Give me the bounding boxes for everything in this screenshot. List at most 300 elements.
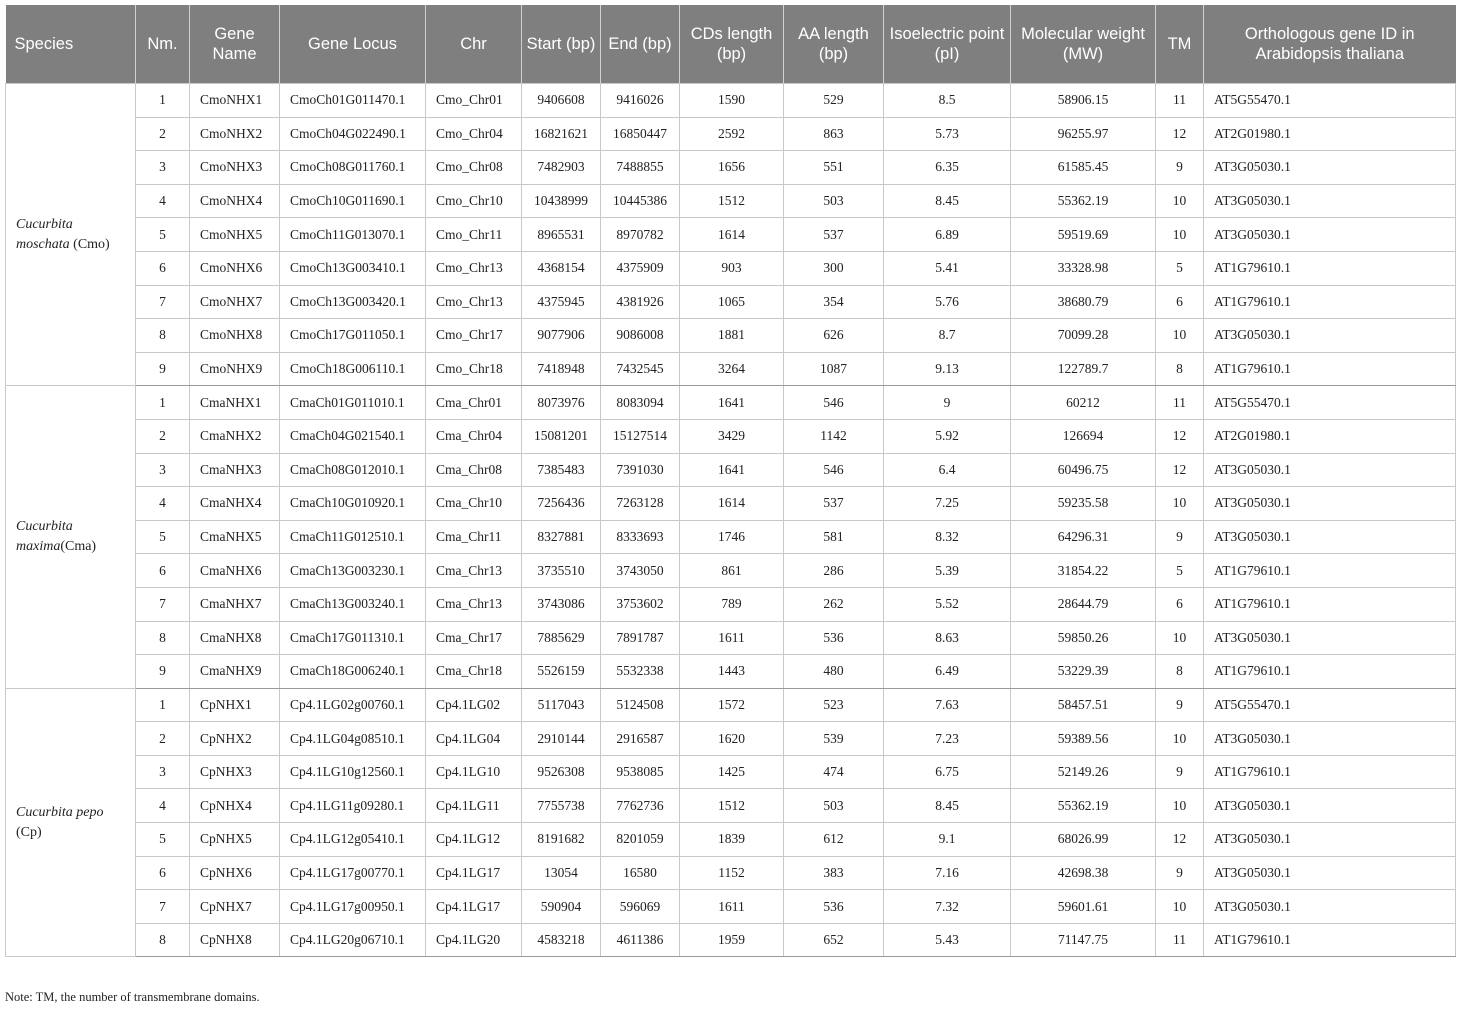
cell-tm: 9	[1156, 151, 1204, 185]
cell-number: 9	[136, 352, 190, 386]
cell-aa-length: 537	[784, 218, 884, 252]
cell-chr: Cmo_Chr13	[426, 251, 522, 285]
cell-isoelectric-point: 8.7	[884, 319, 1011, 353]
cell-chr: Cma_Chr17	[426, 621, 522, 655]
cell-gene-locus: Cp4.1LG17g00770.1	[280, 856, 426, 890]
cell-chr: Cp4.1LG10	[426, 755, 522, 789]
cell-ortholog: AT1G79610.1	[1204, 251, 1456, 285]
cell-number: 2	[136, 722, 190, 756]
cell-start: 8327881	[522, 520, 601, 554]
cell-isoelectric-point: 5.39	[884, 554, 1011, 588]
cell-chr: Cma_Chr08	[426, 453, 522, 487]
cell-start: 8191682	[522, 823, 601, 857]
cell-molecular-weight: 31854.22	[1011, 554, 1156, 588]
cell-molecular-weight: 122789.7	[1011, 352, 1156, 386]
table-row	[6, 722, 1456, 756]
cell-cds-length: 3429	[680, 419, 784, 453]
cell-cds-length: 789	[680, 587, 784, 621]
cell-isoelectric-point: 7.16	[884, 856, 1011, 890]
cell-ortholog: AT3G05030.1	[1204, 789, 1456, 823]
cell-start: 7482903	[522, 151, 601, 185]
cell-chr: Cp4.1LG04	[426, 722, 522, 756]
cell-number: 1	[136, 386, 190, 420]
cell-isoelectric-point: 6.49	[884, 655, 1011, 689]
cell-cds-length: 1614	[680, 487, 784, 521]
cell-molecular-weight: 60212	[1011, 386, 1156, 420]
cell-gene-locus: CmoCh17G011050.1	[280, 319, 426, 353]
cell-cds-length: 903	[680, 251, 784, 285]
cell-gene-locus: Cp4.1LG04g08510.1	[280, 722, 426, 756]
cell-aa-length: 652	[784, 923, 884, 957]
cell-end: 3743050	[601, 554, 680, 588]
cell-aa-length: 536	[784, 890, 884, 924]
cell-ortholog: AT3G05030.1	[1204, 487, 1456, 521]
cell-aa-length: 262	[784, 587, 884, 621]
cell-start: 4368154	[522, 251, 601, 285]
cell-tm: 11	[1156, 386, 1204, 420]
cell-end: 4375909	[601, 251, 680, 285]
table-row	[6, 856, 1456, 890]
cell-isoelectric-point: 9.13	[884, 352, 1011, 386]
cell-ortholog: AT1G79610.1	[1204, 352, 1456, 386]
cell-gene-name: CmaNHX8	[190, 621, 280, 655]
cell-tm: 8	[1156, 352, 1204, 386]
cell-aa-length: 546	[784, 386, 884, 420]
cell-isoelectric-point: 7.25	[884, 487, 1011, 521]
cell-start: 2910144	[522, 722, 601, 756]
cell-number: 2	[136, 419, 190, 453]
cell-molecular-weight: 70099.28	[1011, 319, 1156, 353]
table-row	[6, 285, 1456, 319]
cell-molecular-weight: 61585.45	[1011, 151, 1156, 185]
cell-isoelectric-point: 8.45	[884, 184, 1011, 218]
col-header-gene-name: Gene Name	[190, 5, 280, 84]
cell-number: 8	[136, 319, 190, 353]
cell-end: 5124508	[601, 688, 680, 722]
cell-start: 9406608	[522, 84, 601, 118]
cell-molecular-weight: 42698.38	[1011, 856, 1156, 890]
cell-start: 9077906	[522, 319, 601, 353]
cell-gene-name: CmoNHX9	[190, 352, 280, 386]
cell-tm: 8	[1156, 655, 1204, 689]
cell-aa-length: 480	[784, 655, 884, 689]
cell-gene-name: CpNHX4	[190, 789, 280, 823]
cell-isoelectric-point: 8.63	[884, 621, 1011, 655]
cell-tm: 10	[1156, 789, 1204, 823]
cell-end: 7891787	[601, 621, 680, 655]
gene-table	[5, 5, 1456, 957]
cell-gene-locus: Cp4.1LG02g00760.1	[280, 688, 426, 722]
cell-number: 8	[136, 923, 190, 957]
cell-molecular-weight: 96255.97	[1011, 117, 1156, 151]
cell-start: 5526159	[522, 655, 601, 689]
cell-tm: 12	[1156, 823, 1204, 857]
cell-isoelectric-point: 5.52	[884, 587, 1011, 621]
col-header-gene-locus: Gene Locus	[280, 5, 426, 84]
cell-end: 9086008	[601, 319, 680, 353]
cell-end: 8333693	[601, 520, 680, 554]
cell-molecular-weight: 58906.15	[1011, 84, 1156, 118]
table-row	[6, 621, 1456, 655]
cell-start: 3743086	[522, 587, 601, 621]
cell-cds-length: 1656	[680, 151, 784, 185]
cell-gene-locus: CmoCh13G003410.1	[280, 251, 426, 285]
cell-cds-length: 1572	[680, 688, 784, 722]
cell-gene-name: CmoNHX4	[190, 184, 280, 218]
table-row	[6, 218, 1456, 252]
cell-aa-length: 537	[784, 487, 884, 521]
cell-gene-name: CmoNHX6	[190, 251, 280, 285]
table-note: Note: TM, the number of transmembrane domains.	[5, 990, 260, 1004]
cell-ortholog: AT2G01980.1	[1204, 117, 1456, 151]
cell-isoelectric-point: 6.75	[884, 755, 1011, 789]
cell-cds-length: 2592	[680, 117, 784, 151]
col-header-species: Species	[6, 5, 136, 84]
cell-start: 4583218	[522, 923, 601, 957]
cell-gene-name: CmoNHX2	[190, 117, 280, 151]
cell-chr: Cma_Chr18	[426, 655, 522, 689]
cell-cds-length: 1512	[680, 789, 784, 823]
cell-cds-length: 1611	[680, 621, 784, 655]
cell-start: 7256436	[522, 487, 601, 521]
cell-end: 9416026	[601, 84, 680, 118]
cell-end: 2916587	[601, 722, 680, 756]
cell-number: 7	[136, 890, 190, 924]
cell-chr: Cma_Chr13	[426, 587, 522, 621]
cell-ortholog: AT3G05030.1	[1204, 520, 1456, 554]
cell-gene-locus: Cp4.1LG12g05410.1	[280, 823, 426, 857]
cell-tm: 11	[1156, 84, 1204, 118]
cell-chr: Cmo_Chr04	[426, 117, 522, 151]
cell-tm: 10	[1156, 319, 1204, 353]
cell-number: 8	[136, 621, 190, 655]
cell-chr: Cmo_Chr08	[426, 151, 522, 185]
cell-isoelectric-point: 5.41	[884, 251, 1011, 285]
cell-gene-locus: CmaCh13G003240.1	[280, 587, 426, 621]
cell-molecular-weight: 33328.98	[1011, 251, 1156, 285]
cell-start: 8965531	[522, 218, 601, 252]
table-row	[6, 923, 1456, 957]
cell-start: 16821621	[522, 117, 601, 151]
table-row	[6, 823, 1456, 857]
table-row	[6, 755, 1456, 789]
cell-chr: Cp4.1LG20	[426, 923, 522, 957]
table-row	[6, 319, 1456, 353]
cell-aa-length: 539	[784, 722, 884, 756]
cell-number: 4	[136, 487, 190, 521]
cell-isoelectric-point: 5.73	[884, 117, 1011, 151]
cell-aa-length: 1142	[784, 419, 884, 453]
cell-cds-length: 1152	[680, 856, 784, 890]
cell-gene-locus: CmaCh01G011010.1	[280, 386, 426, 420]
cell-gene-name: CmaNHX7	[190, 587, 280, 621]
cell-ortholog: AT3G05030.1	[1204, 151, 1456, 185]
cell-cds-length: 1512	[680, 184, 784, 218]
cell-gene-locus: CmaCh10G010920.1	[280, 487, 426, 521]
cell-gene-locus: CmaCh11G012510.1	[280, 520, 426, 554]
cell-molecular-weight: 59389.56	[1011, 722, 1156, 756]
cell-isoelectric-point: 8.45	[884, 789, 1011, 823]
cell-tm: 5	[1156, 251, 1204, 285]
cell-isoelectric-point: 5.76	[884, 285, 1011, 319]
species-cell	[6, 386, 136, 688]
cell-tm: 9	[1156, 688, 1204, 722]
cell-gene-name: CpNHX5	[190, 823, 280, 857]
cell-tm: 12	[1156, 419, 1204, 453]
cell-tm: 9	[1156, 856, 1204, 890]
cell-gene-name: CmaNHX6	[190, 554, 280, 588]
cell-cds-length: 1620	[680, 722, 784, 756]
cell-isoelectric-point: 6.35	[884, 151, 1011, 185]
cell-isoelectric-point: 9	[884, 386, 1011, 420]
cell-molecular-weight: 55362.19	[1011, 789, 1156, 823]
species-abbreviation: (Cp)	[16, 824, 42, 840]
cell-end: 5532338	[601, 655, 680, 689]
cell-cds-length: 1881	[680, 319, 784, 353]
cell-chr: Cmo_Chr17	[426, 319, 522, 353]
cell-isoelectric-point: 6.4	[884, 453, 1011, 487]
cell-gene-name: CmoNHX1	[190, 84, 280, 118]
cell-start: 7755738	[522, 789, 601, 823]
cell-end: 4381926	[601, 285, 680, 319]
table-row	[6, 151, 1456, 185]
cell-gene-name: CmaNHX5	[190, 520, 280, 554]
cell-end: 15127514	[601, 419, 680, 453]
col-header-chr: Chr	[426, 5, 522, 84]
cell-gene-name: CmaNHX1	[190, 386, 280, 420]
cell-cds-length: 1959	[680, 923, 784, 957]
cell-number: 4	[136, 184, 190, 218]
cell-ortholog: AT3G05030.1	[1204, 453, 1456, 487]
cell-molecular-weight: 52149.26	[1011, 755, 1156, 789]
cell-molecular-weight: 55362.19	[1011, 184, 1156, 218]
cell-end: 9538085	[601, 755, 680, 789]
species-cell	[6, 688, 136, 957]
cell-aa-length: 1087	[784, 352, 884, 386]
cell-end: 7488855	[601, 151, 680, 185]
cell-aa-length: 354	[784, 285, 884, 319]
cell-gene-locus: Cp4.1LG10g12560.1	[280, 755, 426, 789]
cell-chr: Cp4.1LG12	[426, 823, 522, 857]
cell-number: 3	[136, 453, 190, 487]
col-header-ortholog: Orthologous gene ID in Arabidopsis thaliana	[1204, 5, 1456, 84]
cell-gene-locus: CmaCh17G011310.1	[280, 621, 426, 655]
table-row	[6, 520, 1456, 554]
table-row	[6, 487, 1456, 521]
table-row	[6, 587, 1456, 621]
cell-gene-locus: CmoCh08G011760.1	[280, 151, 426, 185]
species-name: Cucurbita pepo	[16, 804, 104, 820]
cell-ortholog: AT1G79610.1	[1204, 923, 1456, 957]
cell-number: 5	[136, 520, 190, 554]
cell-chr: Cma_Chr01	[426, 386, 522, 420]
cell-ortholog: AT1G79610.1	[1204, 554, 1456, 588]
cell-aa-length: 300	[784, 251, 884, 285]
cell-number: 4	[136, 789, 190, 823]
cell-end: 16850447	[601, 117, 680, 151]
table-row	[6, 352, 1456, 386]
cell-tm: 10	[1156, 218, 1204, 252]
species-name: Cucurbita moschata	[16, 216, 73, 252]
cell-isoelectric-point: 7.23	[884, 722, 1011, 756]
cell-aa-length: 546	[784, 453, 884, 487]
cell-chr: Cma_Chr13	[426, 554, 522, 588]
species-name: Cucurbita maxima	[16, 519, 73, 555]
cell-chr: Cmo_Chr01	[426, 84, 522, 118]
cell-end: 7391030	[601, 453, 680, 487]
col-header-tm: TM	[1156, 5, 1204, 84]
cell-isoelectric-point: 8.5	[884, 84, 1011, 118]
cell-tm: 10	[1156, 184, 1204, 218]
cell-number: 6	[136, 251, 190, 285]
cell-chr: Cmo_Chr11	[426, 218, 522, 252]
col-header-end: End (bp)	[601, 5, 680, 84]
cell-gene-locus: CmoCh18G006110.1	[280, 352, 426, 386]
cell-tm: 6	[1156, 285, 1204, 319]
cell-gene-name: CmoNHX7	[190, 285, 280, 319]
cell-cds-length: 1839	[680, 823, 784, 857]
cell-chr: Cma_Chr11	[426, 520, 522, 554]
cell-tm: 10	[1156, 621, 1204, 655]
header-row	[6, 5, 1456, 84]
cell-number: 5	[136, 823, 190, 857]
cell-isoelectric-point: 5.92	[884, 419, 1011, 453]
cell-start: 3735510	[522, 554, 601, 588]
species-abbreviation: (Cmo)	[69, 236, 110, 252]
cell-start: 590904	[522, 890, 601, 924]
cell-molecular-weight: 68026.99	[1011, 823, 1156, 857]
cell-number: 1	[136, 84, 190, 118]
cell-aa-length: 503	[784, 184, 884, 218]
cell-ortholog: AT5G55470.1	[1204, 386, 1456, 420]
cell-molecular-weight: 59519.69	[1011, 218, 1156, 252]
cell-gene-name: CpNHX2	[190, 722, 280, 756]
cell-end: 4611386	[601, 923, 680, 957]
cell-number: 3	[136, 755, 190, 789]
cell-cds-length: 1641	[680, 386, 784, 420]
cell-start: 7418948	[522, 352, 601, 386]
cell-ortholog: AT3G05030.1	[1204, 823, 1456, 857]
cell-gene-locus: Cp4.1LG20g06710.1	[280, 923, 426, 957]
cell-gene-name: CmaNHX2	[190, 419, 280, 453]
cell-cds-length: 3264	[680, 352, 784, 386]
cell-number: 7	[136, 587, 190, 621]
cell-ortholog: AT3G05030.1	[1204, 319, 1456, 353]
cell-tm: 10	[1156, 890, 1204, 924]
cell-end: 7263128	[601, 487, 680, 521]
cell-chr: Cmo_Chr13	[426, 285, 522, 319]
cell-chr: Cp4.1LG17	[426, 856, 522, 890]
cell-start: 15081201	[522, 419, 601, 453]
cell-aa-length: 581	[784, 520, 884, 554]
cell-chr: Cma_Chr04	[426, 419, 522, 453]
cell-ortholog: AT3G05030.1	[1204, 856, 1456, 890]
cell-start: 13054	[522, 856, 601, 890]
col-header-aa-length: AA length (bp)	[784, 5, 884, 84]
species-cell	[6, 84, 136, 386]
cell-number: 3	[136, 151, 190, 185]
cell-isoelectric-point: 6.89	[884, 218, 1011, 252]
cell-tm: 6	[1156, 587, 1204, 621]
cell-ortholog: AT5G55470.1	[1204, 688, 1456, 722]
cell-cds-length: 861	[680, 554, 784, 588]
cell-gene-name: CmoNHX8	[190, 319, 280, 353]
cell-molecular-weight: 126694	[1011, 419, 1156, 453]
table-row	[6, 184, 1456, 218]
cell-gene-name: CmoNHX5	[190, 218, 280, 252]
cell-aa-length: 529	[784, 84, 884, 118]
cell-tm: 12	[1156, 117, 1204, 151]
cell-number: 9	[136, 655, 190, 689]
cell-chr: Cp4.1LG17	[426, 890, 522, 924]
cell-aa-length: 863	[784, 117, 884, 151]
cell-molecular-weight: 59601.61	[1011, 890, 1156, 924]
cell-gene-locus: CmoCh01G011470.1	[280, 84, 426, 118]
cell-tm: 12	[1156, 453, 1204, 487]
cell-aa-length: 474	[784, 755, 884, 789]
cell-isoelectric-point: 7.63	[884, 688, 1011, 722]
cell-cds-length: 1614	[680, 218, 784, 252]
cell-ortholog: AT5G55470.1	[1204, 84, 1456, 118]
cell-start: 8073976	[522, 386, 601, 420]
cell-gene-name: CpNHX8	[190, 923, 280, 957]
cell-tm: 5	[1156, 554, 1204, 588]
cell-molecular-weight: 59235.58	[1011, 487, 1156, 521]
cell-end: 16580	[601, 856, 680, 890]
cell-number: 6	[136, 554, 190, 588]
cell-gene-name: CpNHX7	[190, 890, 280, 924]
cell-gene-locus: CmoCh13G003420.1	[280, 285, 426, 319]
col-header-cds-length: CDs length (bp)	[680, 5, 784, 84]
cell-isoelectric-point: 5.43	[884, 923, 1011, 957]
cell-number: 7	[136, 285, 190, 319]
cell-chr: Cmo_Chr10	[426, 184, 522, 218]
cell-aa-length: 612	[784, 823, 884, 857]
table-row	[6, 688, 1456, 722]
table-row	[6, 419, 1456, 453]
cell-molecular-weight: 28644.79	[1011, 587, 1156, 621]
table-row	[6, 117, 1456, 151]
cell-ortholog: AT1G79610.1	[1204, 755, 1456, 789]
cell-chr: Cma_Chr10	[426, 487, 522, 521]
cell-molecular-weight: 60496.75	[1011, 453, 1156, 487]
cell-ortholog: AT3G05030.1	[1204, 218, 1456, 252]
cell-ortholog: AT3G05030.1	[1204, 621, 1456, 655]
cell-gene-name: CmaNHX9	[190, 655, 280, 689]
table-row	[6, 251, 1456, 285]
cell-ortholog: AT3G05030.1	[1204, 890, 1456, 924]
cell-aa-length: 523	[784, 688, 884, 722]
cell-ortholog: AT1G79610.1	[1204, 655, 1456, 689]
cell-end: 10445386	[601, 184, 680, 218]
cell-end: 8201059	[601, 823, 680, 857]
cell-tm: 10	[1156, 487, 1204, 521]
cell-ortholog: AT1G79610.1	[1204, 587, 1456, 621]
cell-gene-locus: CmoCh10G011690.1	[280, 184, 426, 218]
cell-end: 596069	[601, 890, 680, 924]
cell-tm: 9	[1156, 520, 1204, 554]
cell-aa-length: 503	[784, 789, 884, 823]
cell-aa-length: 383	[784, 856, 884, 890]
cell-gene-locus: CmaCh08G012010.1	[280, 453, 426, 487]
cell-end: 8970782	[601, 218, 680, 252]
table-row	[6, 655, 1456, 689]
cell-gene-locus: CmaCh13G003230.1	[280, 554, 426, 588]
table-row	[6, 453, 1456, 487]
cell-end: 8083094	[601, 386, 680, 420]
cell-aa-length: 286	[784, 554, 884, 588]
cell-molecular-weight: 71147.75	[1011, 923, 1156, 957]
